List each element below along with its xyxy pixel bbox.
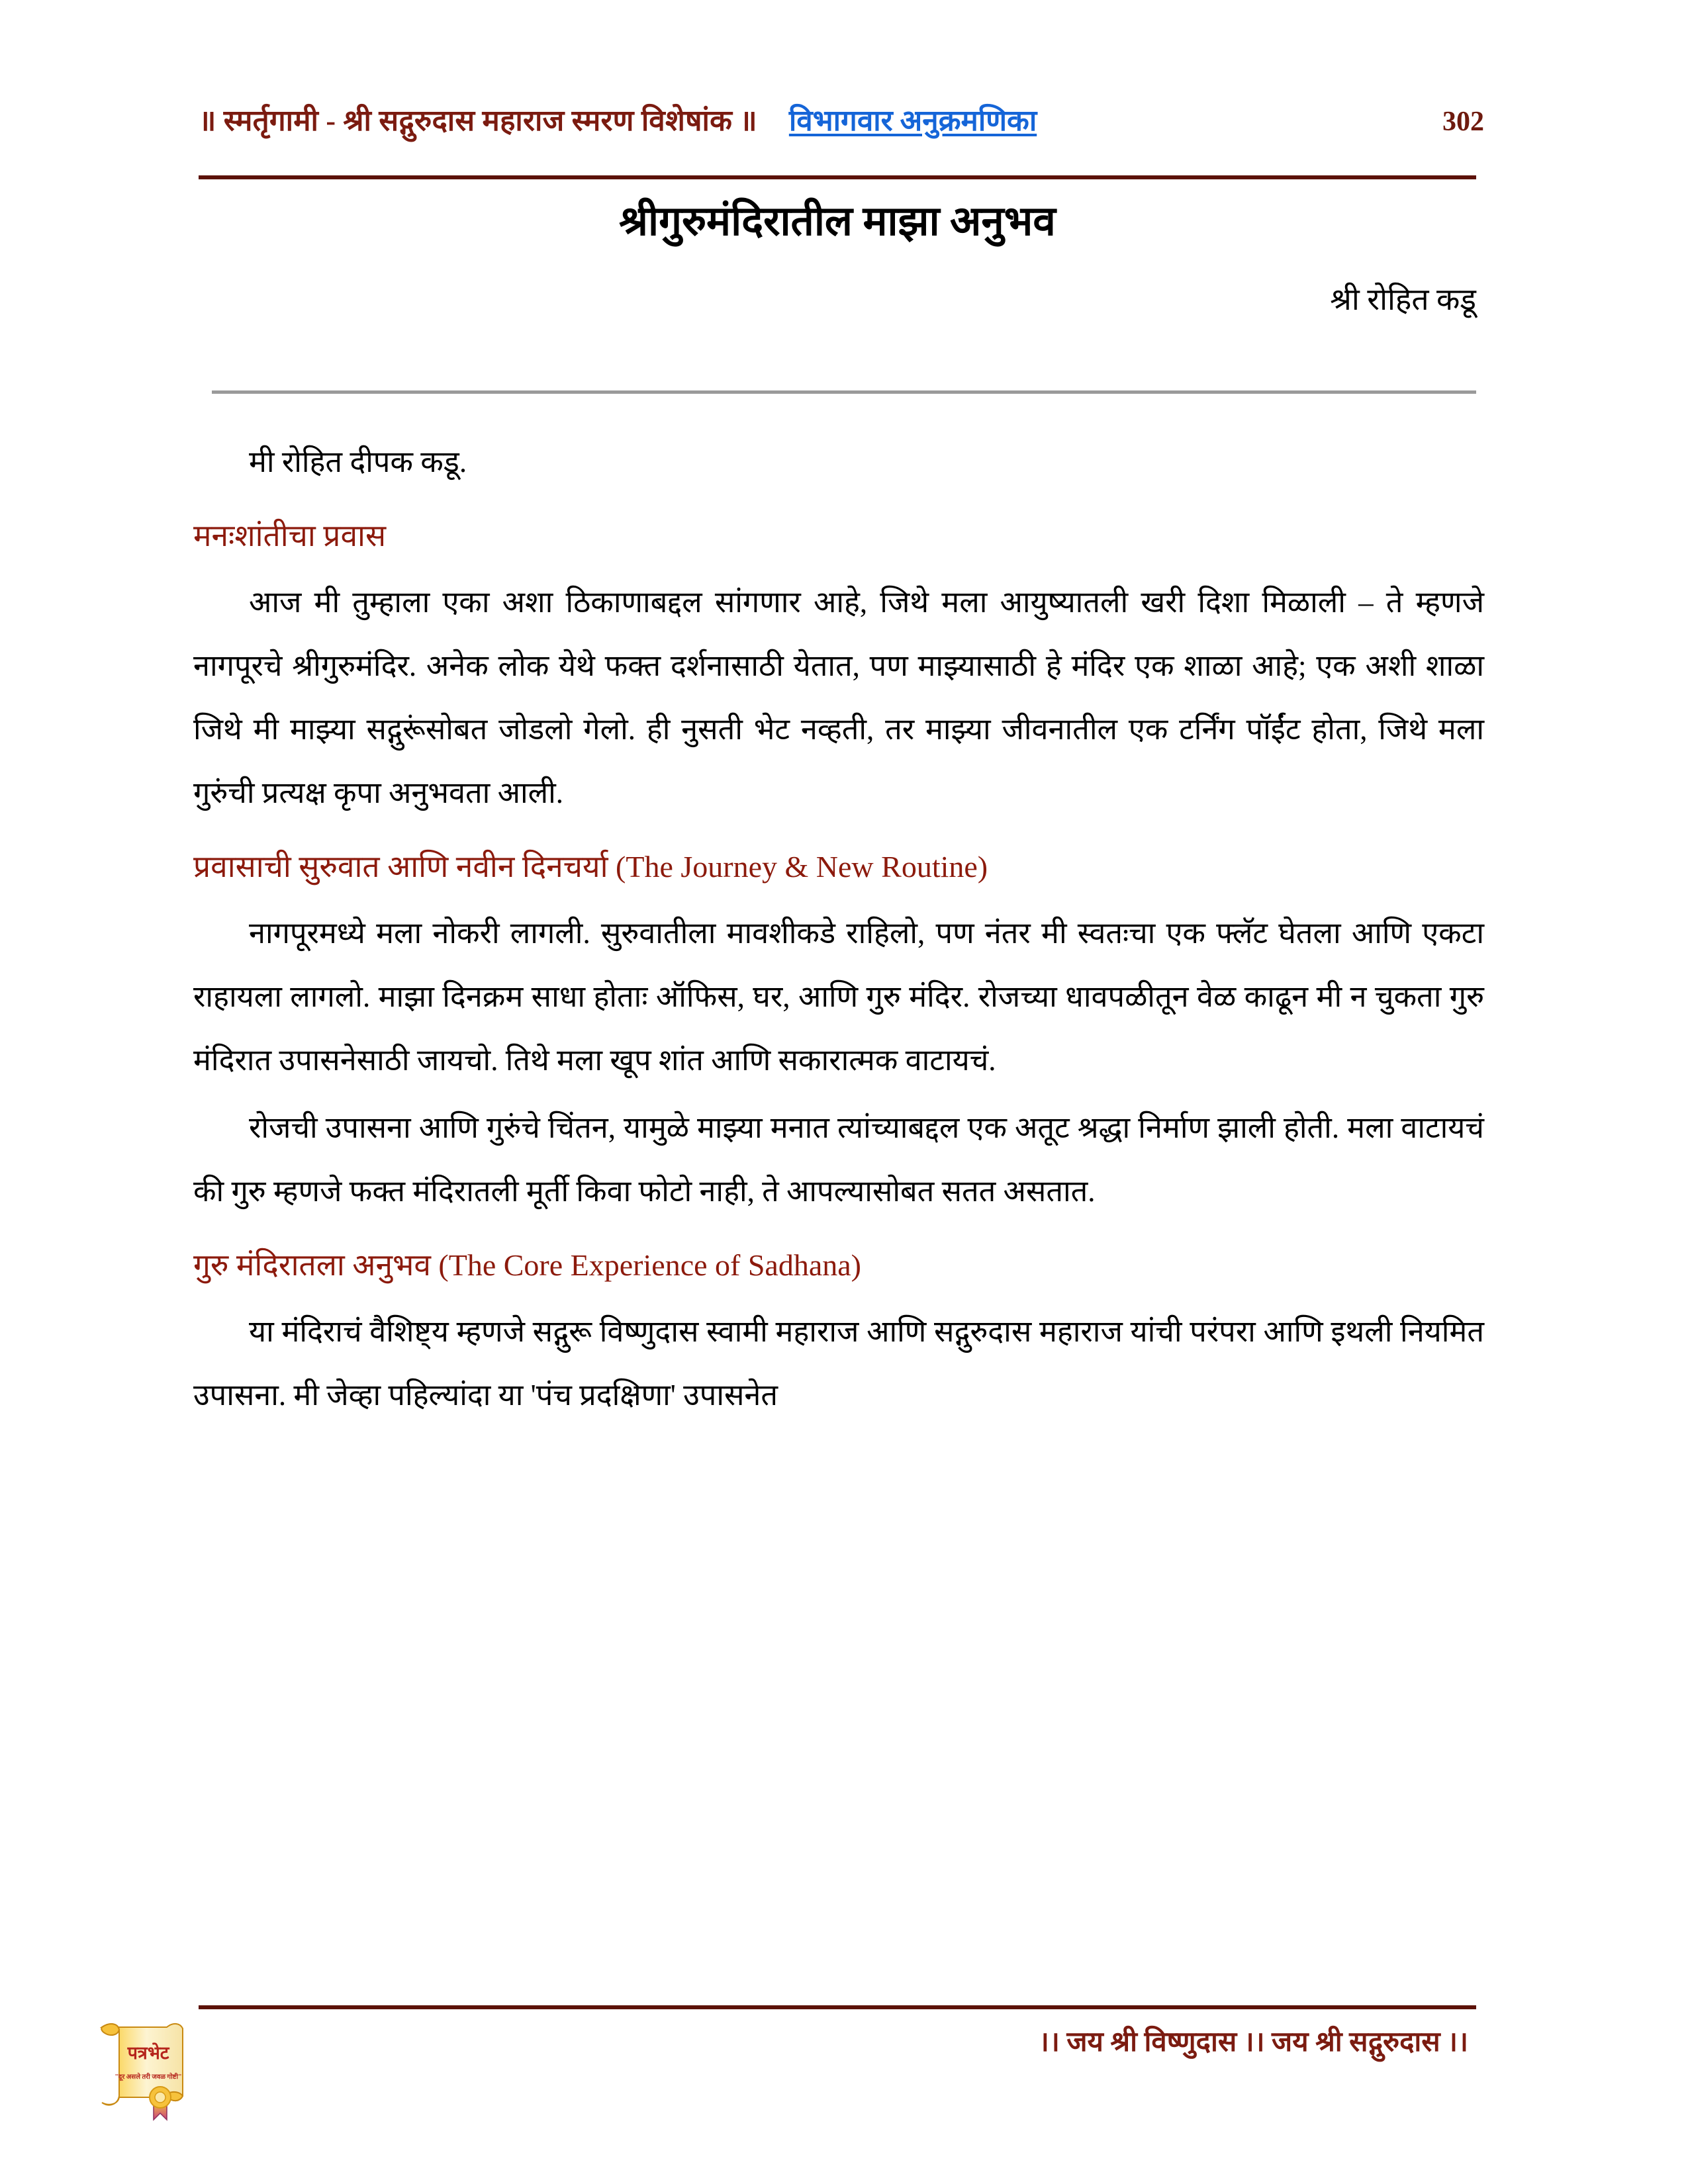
- section-1-paragraph-1: आज मी तुम्हाला एका अशा ठिकाणाबद्दल सांगणार आहे, जिथे मला आयुष्यातली खरी दिशा मिळाली – ते म्हणजे नागपूरचे श्रीगुरुमंदिर. अनेक लोक येथे फक्त दर्शनासाठी येतात, पण माझ्यासाठी हे मंदिर एक शाळा आहे; एक अशी शाळा जिथे मी माझ्या सद्गुरूंसोबत जोडलो गेलो. ही नुसती भेट नव्हती, तर माझ्या जीवनातील एक टर्निंग पॉईंट होता, जिथे मला गुरुंची प्रत्यक्ष कृपा अनुभवता आली.: [193, 586, 1484, 809]
- author-divider: [212, 390, 1476, 394]
- section-heading-3: [193, 1238, 1484, 1293]
- footer-divider: [199, 2005, 1476, 2009]
- section-heading-1: [193, 508, 1484, 564]
- section-heading-2-mr: प्रवासाची सुरुवात आणि नवीन दिनचर्या: [193, 850, 616, 884]
- section-2-paragraph-1: नागपूरमध्ये मला नोकरी लागली. सुरुवातीला मावशीकडे राहिलो, पण नंतर मी स्वतःचा एक फ्लॅट घेतला आणि एकटा राहायला लागलो. माझा दिनक्रम साधा होताः ऑफिस, घर, आणि गुरु मंदिर. रोजच्या धावपळीतून वेळ काढून मी न चुकता गुरु मंदिरात उपासनेसाठी जायचो. तिथे मला खूप शांत आणि सकारात्मक वाटायचं.: [193, 917, 1484, 1077]
- footer-blessing: ।। जय श्री विष्णुदास ।। जय श्री सद्गुरुदास ।।: [1039, 2027, 1468, 2058]
- article-author: श्री रोहित कडू: [1330, 283, 1476, 316]
- logo-tagline-text: "दूर असले तरी जवळ गोष्टी": [115, 2073, 182, 2081]
- patrabhet-logo: [79, 2009, 202, 2124]
- article-body: [193, 430, 1484, 1431]
- header-divider: [199, 175, 1476, 179]
- section-2-paragraph-2: रोजची उपासना आणि गुरुंचे चिंतन, यामुळे माझ्या मनात त्यांच्याबद्दल एक अतूट श्रद्धा निर्माण झाली होती. मला वाटायचं की गुरु म्हणजे फक्त मंदिरातली मूर्ती किवा फोटो नाही, ते आपल्यासोबत सतत असतात.: [193, 1111, 1484, 1208]
- section-3-paragraph-1: या मंदिराचं वैशिष्ट्य म्हणजे सद्गुरू विष्णुदास स्वामी महाराज आणि सद्गुरुदास महाराज यांची परंपरा आणि इथली नियमित उपासना. मी जेव्हा पहिल्यांदा या 'पंच प्रदक्षिणा' उपासनेत: [193, 1315, 1484, 1412]
- section-heading-3-mr: गुरु मंदिरातला अनुभव: [193, 1248, 439, 1282]
- section-heading-1-mr: मनःशांतीचा प्रवास: [193, 519, 387, 553]
- lead-paragraph: मी रोहित दीपक कडू.: [249, 445, 467, 478]
- page-number: 302: [1442, 107, 1484, 137]
- section-heading-2: [193, 839, 1484, 895]
- section-heading-2-en: (The Journey & New Routine): [616, 850, 988, 884]
- section-heading-3-en: (The Core Experience of Sadhana): [438, 1248, 861, 1282]
- article-title: श्रीगुरुमंदिरातील माझा अनुभव: [619, 199, 1056, 244]
- index-link[interactable]: विभागवार अनुक्रमणिका: [788, 105, 1037, 137]
- publication-title: ॥ स्मर्तृगामी - श्री सद्गुरुदास महाराज स्मरण विशेषांक ॥: [199, 105, 757, 137]
- logo-title-text: पत्रभेट: [127, 2043, 169, 2063]
- page-header: [199, 99, 1496, 146]
